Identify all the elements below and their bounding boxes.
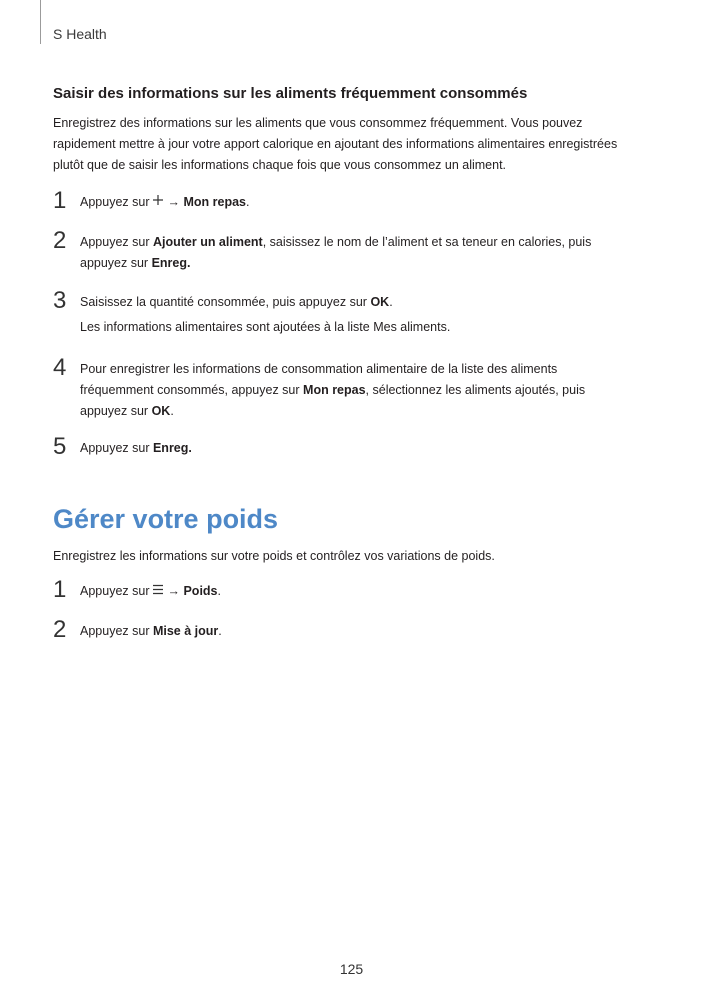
step-1: [53, 187, 633, 214]
step-text: Saisissez la quantité consommée, puis appuyez sur OK.: [80, 295, 393, 309]
menu-icon: [152, 581, 164, 602]
section-intro: Enregistrez des informations sur les aliments que vous consommez fréquemment. Vous pouvez rapidement mettre à jour votre apport calorique en ajoutant des informations alimentaires enregistrées plutôt que de saisir les informations chaque fois que vous consommez un aliment.: [53, 116, 618, 172]
plus-icon: [152, 192, 164, 213]
step-text: Appuyez sur → Mon repas.: [80, 192, 633, 213]
step-number: 1: [53, 187, 67, 214]
step-4: [53, 354, 633, 422]
weight-step-2: [53, 616, 633, 643]
section-title: Gérer votre poids: [53, 504, 279, 534]
step-number: 4: [53, 354, 67, 381]
weight-step-1: [53, 576, 633, 603]
step-2: [53, 227, 633, 274]
page-number: 125: [339, 961, 364, 977]
step-number: 3: [53, 287, 67, 314]
header-title: S Health: [53, 26, 107, 42]
step-text: Appuyez sur Mise à jour.: [80, 624, 222, 638]
step-note: Les informations alimentaires sont ajoutées à la liste Mes aliments.: [80, 320, 451, 334]
step-text: Pour enregistrer les informations de consommation alimentaire de la liste des aliments fréquemment consommés, appuyez sur Mon repas, sélectionnez les aliments ajoutés, puis appuyez sur OK.: [80, 362, 586, 418]
step-text: Appuyez sur → Poids.: [80, 581, 633, 602]
step-5: [53, 433, 633, 460]
section-intro: Enregistrez les informations sur votre poids et contrôlez vos variations de poids.: [53, 549, 495, 563]
section-frequent-foods: [53, 84, 633, 176]
step-number: 5: [53, 433, 67, 460]
section-weight: [53, 503, 633, 567]
section-heading: Saisir des informations sur les aliments fréquemment consommés: [53, 85, 528, 102]
step-text: Appuyez sur Ajouter un aliment, saisissez le nom de l’aliment et sa teneur en calories, puis appuyez sur Enreg.: [80, 235, 592, 270]
step-text: Appuyez sur Enreg.: [80, 441, 192, 455]
step-number: 1: [53, 576, 67, 603]
header-rule: [40, 0, 41, 44]
step-number: 2: [53, 616, 67, 643]
step-3: [53, 287, 633, 338]
step-number: 2: [53, 227, 67, 254]
